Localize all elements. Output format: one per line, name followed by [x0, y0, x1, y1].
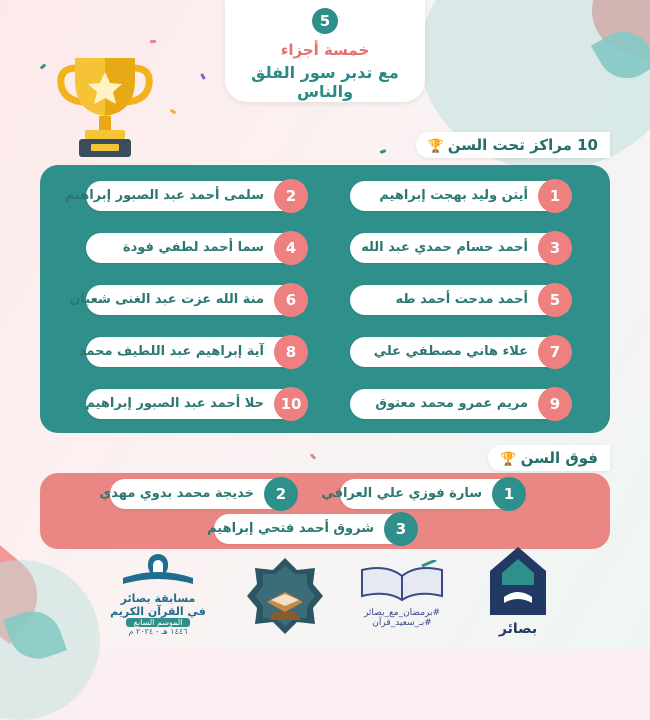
entry-name: أحمد حسام حمدي عبد الله [361, 240, 528, 255]
rank-badge: 6 [274, 283, 308, 317]
entry-name: علاء هاني مصطفي علي [373, 344, 528, 359]
under-age-tab [416, 132, 610, 158]
list-item [207, 514, 416, 544]
list-item [350, 233, 570, 263]
list-item [69, 285, 306, 315]
rank-badge: 10 [274, 387, 308, 421]
rank-badge: 2 [274, 179, 308, 213]
entry-name: حلا أحمد عبد الصبور إبراهيم [85, 396, 264, 411]
entry-name: أحمد مدحت أحمد طه [395, 292, 528, 307]
entry-name: سارة فوزي علي العراقي [321, 486, 482, 501]
logo-line1: مسابقة بصائر [120, 592, 196, 605]
rank-badge: 5 [538, 283, 572, 317]
competition-logo [108, 548, 208, 643]
basaer-logo [488, 545, 548, 645]
rank-badge: 7 [538, 335, 572, 369]
header-line2: مع تدبر سور الفلق والناس [251, 63, 399, 101]
list-item [350, 389, 570, 419]
logo-line3: الموسم السابع [126, 618, 190, 627]
header-line1: خمسة أجزاء [280, 41, 370, 59]
list-item [86, 233, 306, 263]
rank-badge: 8 [274, 335, 308, 369]
hashtag-line1: #برمضان_مع_بصائر [363, 608, 441, 618]
entry-name: منة الله عزت عبد الغنى شعبان [69, 292, 264, 307]
entry-name: سما أحمد لطفي فودة [122, 240, 264, 255]
under-age-panel [40, 165, 610, 433]
rank-badge: 3 [538, 231, 572, 265]
list-item [350, 337, 570, 367]
entry-name: سلمى أحمد عبد الصبور إبراهيم [64, 188, 264, 203]
over-age-title: فوق السن [520, 449, 598, 467]
entry-name: خديجة محمد بدوي مهدي [99, 486, 254, 501]
entry-name: شروق أحمد فتحي إبراهيم [207, 521, 374, 536]
confetti [150, 40, 156, 43]
rank-badge: 1 [492, 477, 526, 511]
basaer-text: بصائر [498, 621, 538, 637]
open-book-icon [352, 560, 452, 604]
hashtag-book-logo [352, 560, 452, 640]
over-age-tab [488, 445, 610, 471]
rank-badge: 2 [264, 477, 298, 511]
hashtag-line2: #بـ_سعيد_قرآن [372, 618, 432, 628]
entry-name: مريم عمرو محمد معتوق [375, 396, 528, 411]
trophy-icon: 🏆 [500, 452, 517, 467]
trophy-icon: 🏆 [427, 139, 444, 154]
list-item [350, 181, 570, 211]
quran-octagon-logo [245, 556, 325, 636]
list-item [99, 479, 296, 509]
list-item [86, 389, 306, 419]
mosque-book-icon [108, 548, 208, 588]
entry-name: أيتن وليد بهجت إبراهيم [379, 188, 528, 203]
list-item [64, 181, 306, 211]
list-item [78, 337, 306, 367]
header-number-badge: 5 [312, 8, 338, 34]
rank-badge: 1 [538, 179, 572, 213]
basaer-emblem-icon [488, 545, 548, 617]
list-item [350, 285, 570, 315]
over-age-panel [40, 473, 610, 549]
entry-name: آية إبراهيم عبد اللطيف محمد [78, 344, 264, 359]
quran-stand-icon [245, 556, 325, 636]
rank-badge: 3 [384, 512, 418, 546]
rank-badge: 9 [538, 387, 572, 421]
header-card [225, 0, 425, 102]
list-item [321, 479, 524, 509]
rank-badge: 4 [274, 231, 308, 265]
logo-line2: في القرآن الكريم [110, 605, 206, 618]
logo-line4: ١٤٤٦ هـ - ٢٠٢٤ م [128, 627, 188, 636]
under-age-title: 10 مراكز تحت السن [447, 136, 598, 154]
trophy-icon [55, 50, 155, 165]
